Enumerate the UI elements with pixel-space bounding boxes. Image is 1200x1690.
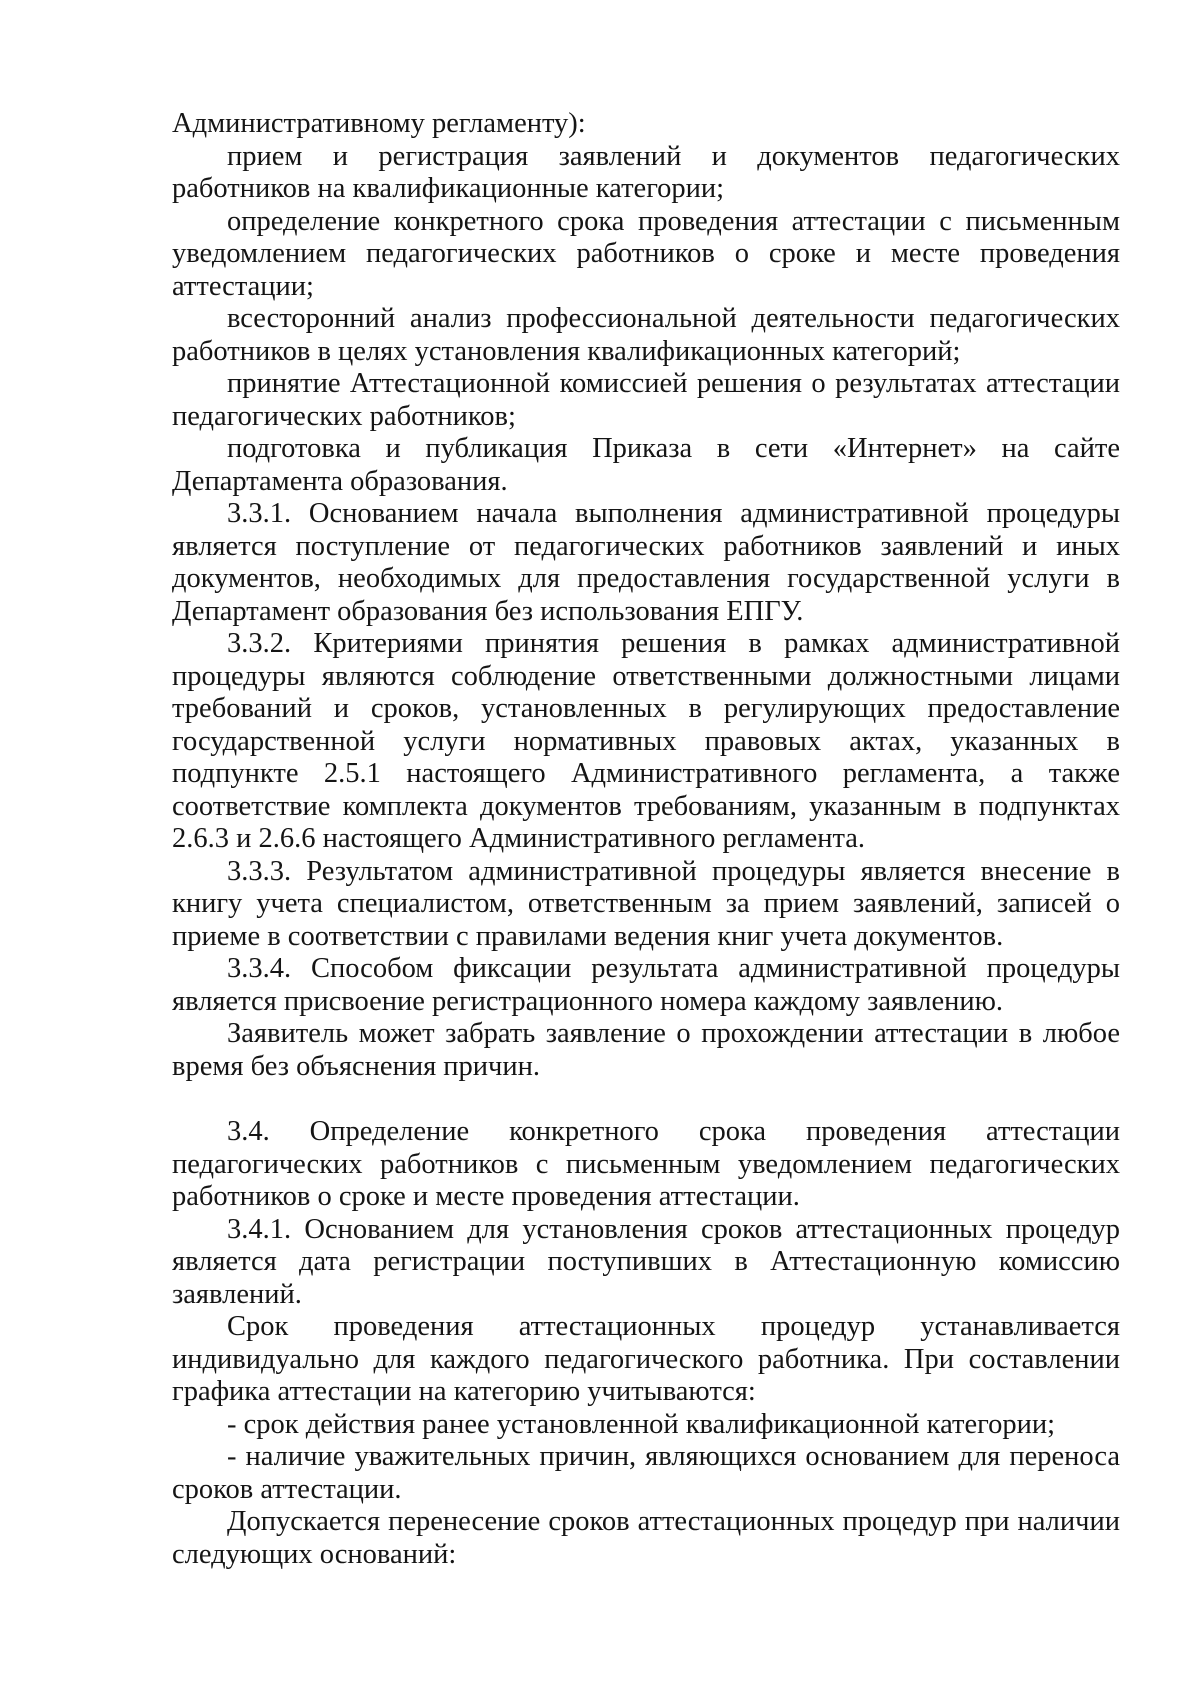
list-item-term-definition: определение конкретного срока проведения аттестации с письменным уведомлением педагогических работников о сроке и месте проведения аттестации;	[172, 205, 1120, 302]
list-item-reception: прием и регистрация заявлений и документов педагогических работников на квалификационные категории;	[172, 140, 1120, 204]
paragraph-withdrawal: Заявитель может забрать заявление о прохождении аттестации в любое время без объяснения причин.	[172, 1018, 1120, 1082]
section-3-4-heading: 3.4. Определение конкретного срока проведения аттестации педагогических работников с письменным уведомлением педагогических работников о сроке и месте проведения аттестации.	[172, 1116, 1120, 1212]
list-item-valid-reasons: - наличие уважительных причин, являющихся основанием для переноса сроков аттестации.	[172, 1441, 1120, 1505]
clause-3-3-3: 3.3.3. Результатом административной процедуры является внесение в книгу учета специалистом, ответственным за прием заявлений, записей о приеме в соответствии с правилами ведения книг учета документов.	[172, 855, 1120, 952]
list-item-analysis: всесторонний анализ профессиональной деятельности педагогических работников в целях установления квалификационных категорий;	[172, 303, 1120, 367]
clause-3-3-2: 3.3.2. Критериями принятия решения в рамках административной процедуры являются соблюдение ответственными должностными лицами требований и сроков, установленных в регулирующих предоставление государственной услуги нормативных правовых актах, указанных в подпункте 2.5.1 настоящего Административного регламента, а также соответствие комплекта документов требованиям, указанным в подпунктах 2.6.3 и 2.6.6 настоящего Административного регламента.	[172, 628, 1120, 854]
document-body	[172, 108, 1120, 1571]
clause-3-3-1: 3.3.1. Основанием начала выполнения административной процедуры является поступление от педагогических работников заявлений и иных документов, необходимых для предоставления государственной услуги в Департамент образования без использования ЕПГУ.	[172, 498, 1120, 627]
paragraph-term: Срок проведения аттестационных процедур устанавливается индивидуально для каждого педагогического работника. При составлении графика аттестации на категорию учитываются:	[172, 1311, 1120, 1407]
paragraph-postponement: Допускается перенесение сроков аттестационных процедур при наличии следующих оснований:	[172, 1506, 1120, 1570]
paragraph-continuation: Административному регламенту):	[172, 108, 586, 139]
list-item-validity: - срок действия ранее установленной квалификационной категории;	[227, 1408, 1056, 1440]
list-item-publication: подготовка и публикация Приказа в сети «Интернет» на сайте Департамента образования.	[172, 433, 1120, 497]
list-item-decision: принятие Аттестационной комиссией решения о результатах аттестации педагогических работников;	[172, 368, 1120, 432]
clause-3-4-1: 3.4.1. Основанием для установления сроков аттестационных процедур является дата регистрации поступивших в Аттестационную комиссию заявлений.	[172, 1213, 1120, 1310]
clause-3-3-4: 3.3.4. Способом фиксации результата административной процедуры является присвоение регистрационного номера каждому заявлению.	[172, 953, 1120, 1017]
